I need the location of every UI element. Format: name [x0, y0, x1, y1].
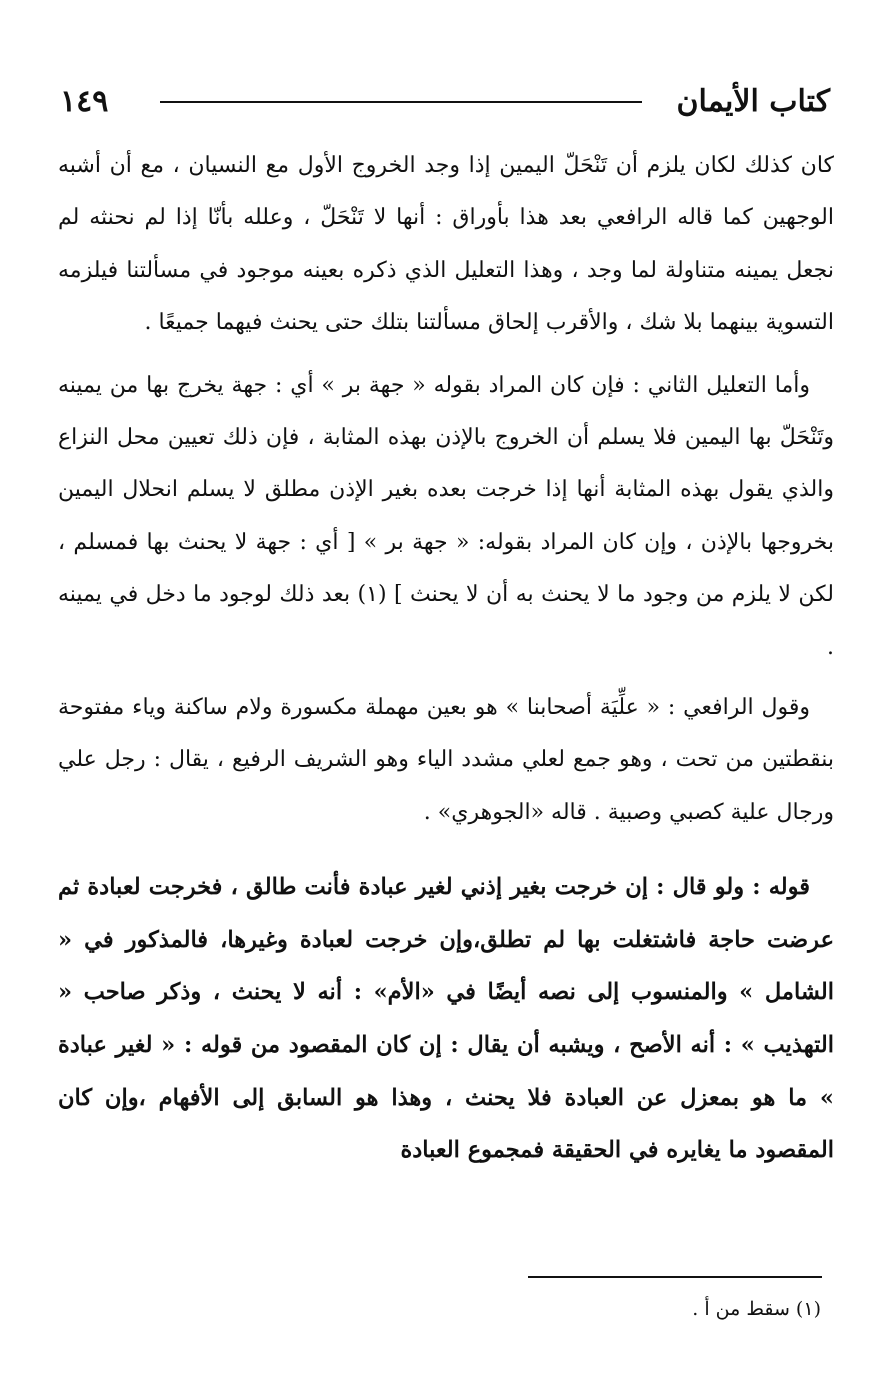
book-title: كتاب الأيمان: [676, 84, 830, 119]
footnote: (١) سقط من أ .: [692, 1298, 821, 1320]
page-number: ١٤٩: [60, 84, 109, 119]
running-header: [60, 78, 830, 128]
paragraph-3: وقول الرافعي : « علِّيَة أصحابنا » هو بعين مهملة مكسورة ولام ساكنة وياء مفتوحة بنقطتين من تحت ، وهو جمع لعلي مشدد الياء وهو الشريف الرفيع ، يقال : رجل علي ورجال علية كصبي وصبية . قاله «الجوهري» .: [58, 695, 834, 825]
header-rule: [160, 101, 642, 103]
paragraph-2: وأما التعليل الثاني : فإن كان المراد بقوله « جهة بر » أي : جهة يخرج بها من يمينه وتَنْحَلّ بها اليمين فلا يسلم أن الخروج بالإذن بهذه المثابة ، فإن ذلك تعيين محل النزاع والذي يقول بهذه المثابة أنها إذا خرجت بعده بغير الإذن مطلق لا يسلم انحلال اليمين بخروجها بالإذن ، وإن كان المراد بقوله: « جهة بر » [ أي : جهة لا يحنث بها فمسلم ، لكن لا يلزم من وجود ما لا يحنث به أن لا يحنث ] (١) بعد ذلك لوجود ما دخل في يمينه .: [58, 372, 834, 660]
footnote-rule: [528, 1276, 822, 1278]
paragraph-4: قوله : ولو قال : إن خرجت بغير إذني لغير عبادة فأنت طالق ، فخرجت لعبادة ثم عرضت حاجة فاشتغلت بها لم تطلق،وإن خرجت لعبادة وغيرها، فالمذكور في « الشامل » والمنسوب إلى نصه أيضًا في «الأم» : أنه لا يحنث ، وذكر صاحب « التهذيب » : أنه الأصح ، ويشبه أن يقال : إن كان المقصود من قوله : « لغير عبادة » ما هو بمعزل عن العبادة فلا يحنث ، وهذا هو السابق إلى الأفهام ،وإن كان المقصود ما يغايره في الحقيقة فمجموع العبادة: [58, 874, 834, 1164]
body-text: [58, 140, 834, 1177]
paragraph-1: كان كذلك لكان يلزم أن تَنْحَلّ اليمين إذا وجد الخروج الأول مع النسيان ، مع أن أشبه الوجهين كما قاله الرافعي بعد هذا بأوراق : أنها لا تَنْحَلّ ، وعلله بأنّا إذا لم نحنثه لم نجعل يمينه متناولة لما وجد ، وهذا التعليل الذي ذكره بعينه موجود في مسألتنا فيلزمه التسوية بينهما بلا شك ، والأقرب إلحاق مسألتنا بتلك حتى يحنث فيهما جميعًا .: [58, 153, 834, 336]
